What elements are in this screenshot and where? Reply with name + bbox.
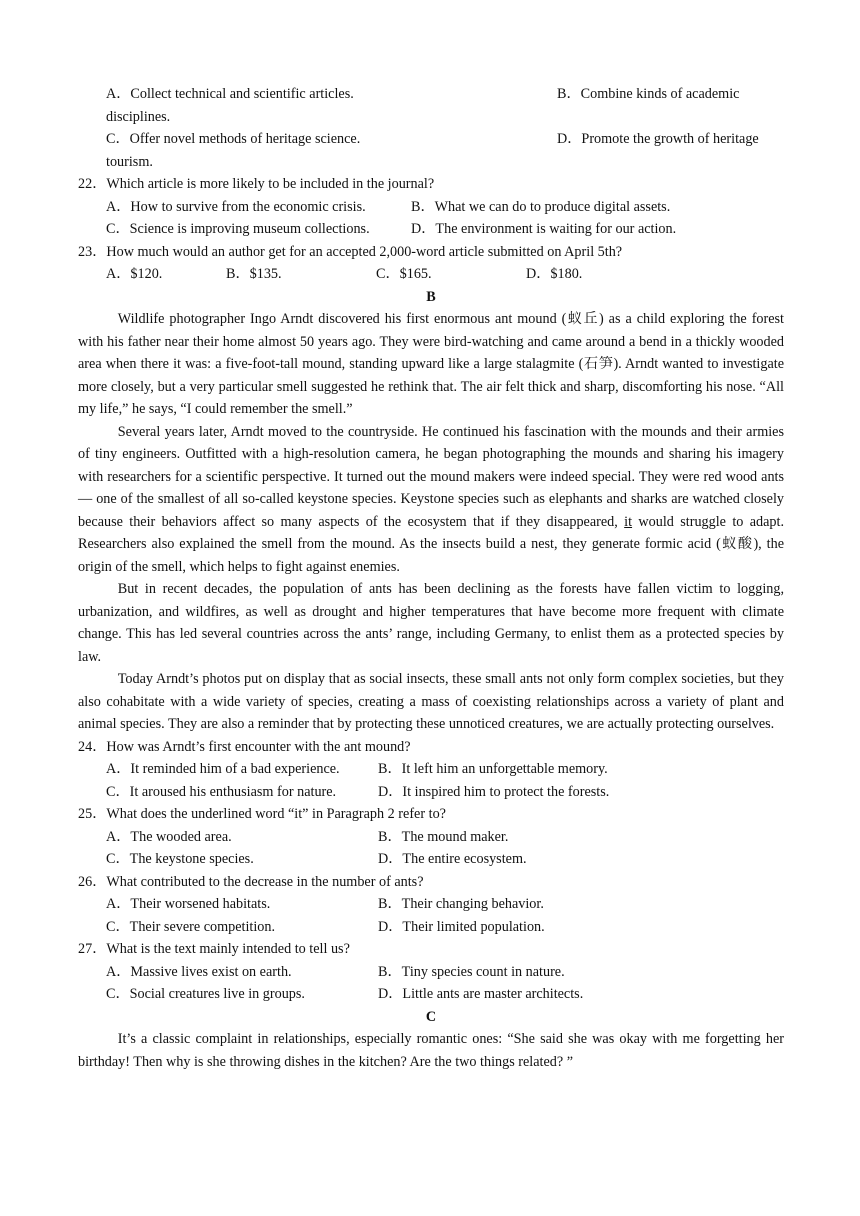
q25-option-a: A．The wooded area. [106, 828, 232, 845]
page-content [78, 83, 784, 1073]
q26-option-d: D．Their limited population. [378, 918, 545, 935]
q24-stem: 24．How was Arndt’s first encounter with the ant mound? [78, 738, 411, 755]
q26-option-row-1 [78, 893, 784, 916]
q25-option-d: D．The entire ecosystem. [378, 851, 527, 867]
q26-stem: 26．What contributed to the decrease in the number of ants? [78, 873, 424, 890]
q26-option-c: C．Their severe competition. [106, 918, 276, 935]
q21-option-row-2 [78, 128, 784, 151]
q21-option-d-continued: tourism. [106, 153, 153, 170]
section-b-heading: B [426, 288, 436, 305]
q21-option-d: D．Promote the growth of heritage [557, 131, 759, 147]
paragraph-2-text-a: Several years later, Arndt moved to the countryside. He continued his fascination with the mounds and their armies of tiny engineers. Outfitted with a high-resolution camera, he began photographing the mounds and sharing his imagery with researchers for a scientific perspective. It turned out the mound makers were indeed special. They were red wood ants — one of the smallest of all so-called keystone species. Keystone species such as elephants and sharks are watched closely because their behaviors affect so many aspects of the ecosystem that if they disappeared, [78, 423, 784, 530]
q23-option-b: B．$135. [226, 266, 282, 282]
q22-stem: 22．Which article is more likely to be included in the journal? [78, 176, 435, 192]
section-c-paragraph-1: It’s a classic complaint in relationships, especially romantic ones: “She said she was okay with me forgetting her birthday! Then why is she throwing dishes in the kitchen? Are the two things related? ” [78, 1031, 784, 1070]
q21-option-row-1 [78, 83, 784, 106]
q25-option-c: C．The keystone species. [106, 851, 254, 867]
section-b-paragraph-4: Today Arndt’s photos put on display that as social insects, these small ants not only form complex societies, but they also cohabitate with a wide variety of species, creating a mass of coexisting relationships across a variety of plant and animal species. They are also a reminder that by protecting these unnoticed creatures, we are actually protecting ourselves. [78, 671, 784, 732]
q27-option-d: D．Little ants are master architects. [378, 986, 584, 1002]
q24-option-d: D．It inspired him to protect the forests. [378, 783, 610, 800]
section-b-paragraph-3: But in recent decades, the population of ants has been declining as the forests have fallen victim to logging, urbanization, and wildfires, as well as drought and higher temperatures that have become more frequent with climate change. This has led several countries across the ants’ range, including Germany, to enlist them as a protected species by law. [78, 581, 784, 665]
q22-option-row-2 [78, 218, 784, 241]
q27-option-c: C．Social creatures live in groups. [106, 986, 305, 1002]
q25-option-row-2 [78, 848, 784, 871]
q24-option-b: B．It left him an unforgettable memory. [378, 761, 608, 777]
q21-option-b: B．Combine kinds of academic [557, 86, 740, 102]
q27-option-row-2 [78, 983, 784, 1006]
q24-option-c: C．It aroused his enthusiasm for nature. [106, 783, 337, 800]
q26-option-b: B．Their changing behavior. [378, 896, 544, 912]
q26-option-a: A．Their worsened habitats. [106, 896, 271, 912]
q25-option-row-1 [78, 826, 784, 849]
section-b-paragraph-1: Wildlife photographer Ingo Arndt discovered his first enormous ant mound (蚁丘) as a child exploring the forest with his father near their home almost 50 years ago. They were bird-watching and came around a bend in a thickly wooded area when there it was: a five-foot-tall mound, standing upward like a large stalagmite (石笋). Arndt wanted to investigate more closely, but a very particular smell suggested he rethink that. The air felt thick and sharp, discomforting his nose. “All my life,” he says, “I could remember the smell.” [78, 311, 784, 417]
q23-stem: 23．How much would an author get for an accepted 2,000-word article submitted on April 5th? [78, 243, 623, 260]
q25-option-b: B．The mound maker. [378, 828, 509, 845]
q23-option-row [78, 263, 784, 286]
q22-option-c: C．Science is improving museum collections. [106, 221, 370, 237]
q24-option-row-2 [78, 781, 784, 804]
q22-option-a: A．How to survive from the economic crisis. [106, 198, 366, 215]
q22-option-b: B．What we can do to produce digital assets. [411, 198, 671, 215]
q22-option-d: D．The environment is waiting for our action. [411, 221, 677, 237]
q22-option-row-1 [78, 196, 784, 219]
q23-option-a: A．$120. [106, 266, 163, 282]
q21-option-b-continued: disciplines. [106, 108, 171, 125]
q27-option-b: B．Tiny species count in nature. [378, 963, 565, 980]
q24-option-row-1 [78, 758, 784, 781]
q23-option-d: D．$180. [526, 266, 583, 282]
q23-option-c: C．$165. [376, 266, 432, 282]
q27-stem: 27．What is the text mainly intended to tell us? [78, 941, 350, 957]
q21-option-c: C．Offer novel methods of heritage science. [106, 131, 361, 147]
underlined-word-it: it [624, 513, 633, 530]
section-b-paragraph-2 [78, 421, 784, 579]
q21-option-a: A．Collect technical and scientific articles. [106, 86, 354, 102]
q24-option-a: A．It reminded him of a bad experience. [106, 761, 340, 777]
q25-stem: 25．What does the underlined word “it” in Paragraph 2 refer to? [78, 806, 446, 822]
q27-option-a: A．Massive lives exist on earth. [106, 963, 292, 980]
paragraph-2-text-b: would struggle to adapt. Researchers also explained the smell from the mound. As the insects build a nest, they generate formic acid (蚁酸), the origin of the smell, which helps to fight against enemies. [78, 513, 784, 575]
q27-option-row-1 [78, 961, 784, 984]
section-c-heading: C [425, 1008, 437, 1025]
q26-option-row-2 [78, 916, 784, 939]
